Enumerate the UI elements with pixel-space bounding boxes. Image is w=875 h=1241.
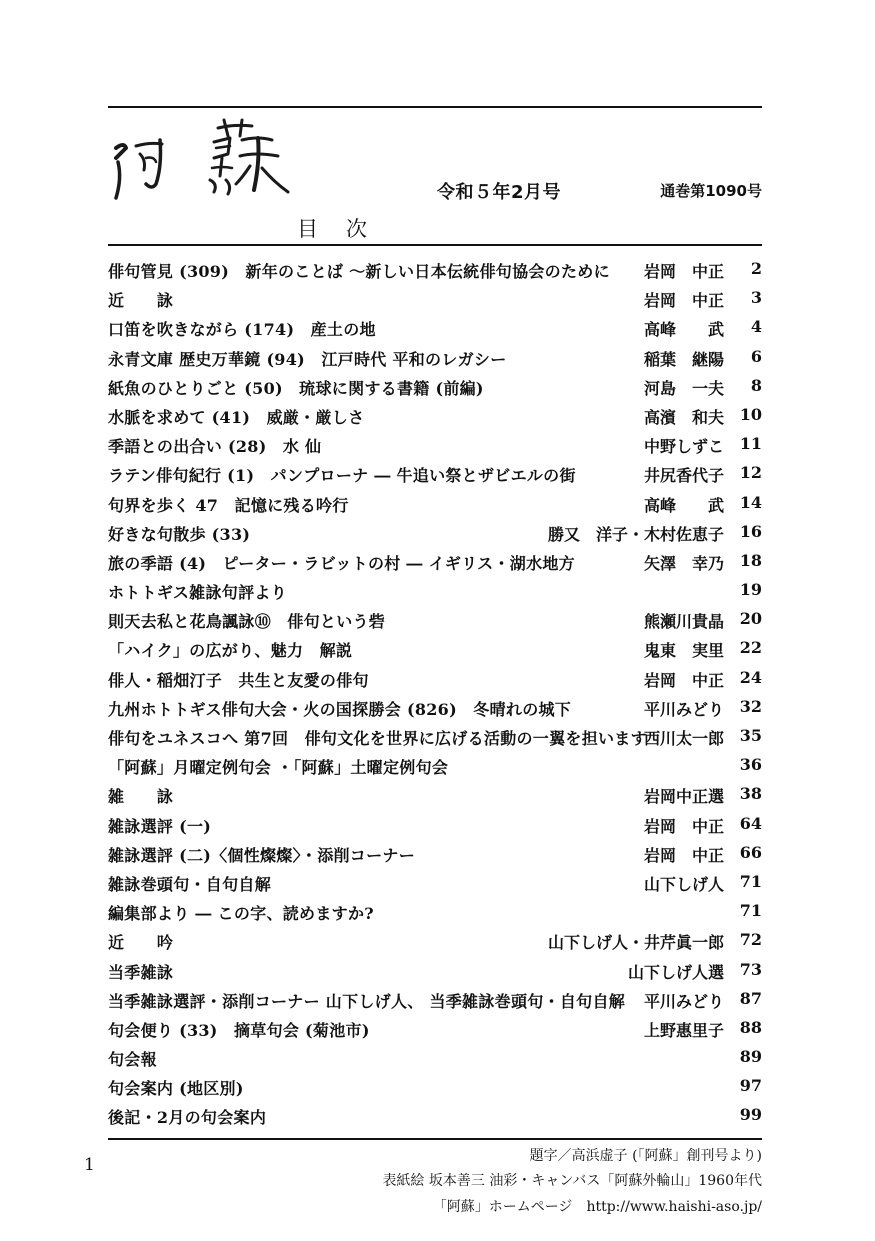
- toc-entry: [108, 314, 762, 343]
- toc-entry: [108, 256, 762, 285]
- toc-entry-author: 岩岡 中正: [643, 291, 724, 311]
- toc-entry-page: 2: [750, 259, 762, 278]
- toc-entry-page: 14: [739, 492, 762, 512]
- toc-entry-title: 俳人・稲畑汀子 共生と友愛の俳句: [108, 670, 369, 690]
- toc-entry-title: ホトトギス雑詠句評より: [108, 583, 287, 603]
- toc-entry-title: 口笛を吹きながら (174) 産土の地: [108, 320, 376, 340]
- toc-entry-page: 71: [739, 901, 762, 921]
- toc-entry-author: 中野しずこ: [643, 437, 724, 457]
- toc-entry: [108, 665, 762, 694]
- toc-entry-page: 22: [739, 638, 762, 658]
- toc-entry-author: 高峰 武: [643, 320, 724, 340]
- toc-entry-page: 72: [739, 930, 762, 950]
- toc-entry-author: 平川みどり: [643, 991, 724, 1011]
- toc-entry-page: 64: [739, 813, 762, 833]
- toc-entry-page: 10: [739, 404, 762, 424]
- toc-entry: [108, 1102, 762, 1131]
- toc-entry-title: 句界を歩く 47 記憶に残る吟行: [108, 495, 349, 515]
- toc-entry-title: 後記・2月の句会案内: [108, 1108, 267, 1128]
- toc-entry-title: 雑詠選評 (二)〈個性燦燦〉・添削コーナー: [108, 845, 416, 865]
- toc-entry: [108, 431, 762, 460]
- toc-entry-author: 岩岡 中正: [643, 845, 724, 865]
- toc-entry-author: 矢澤 幸乃: [643, 553, 724, 573]
- toc-entry-title: 水脈を求めて (41) 威厳・厳しさ: [108, 407, 365, 427]
- toc-entry-title: 「阿蘇」月曜定例句会 ・「阿蘇」土曜定例句会: [108, 758, 449, 778]
- toc-entry-page: 71: [739, 871, 762, 891]
- toc-entry: [108, 1073, 762, 1102]
- toc-entry: [108, 490, 762, 519]
- toc-entry-page: 87: [739, 988, 762, 1008]
- toc-entry-author: 熊瀬川貴晶: [643, 612, 724, 632]
- header-rule: [108, 244, 762, 246]
- toc-entry-title: 当季雑詠: [108, 962, 174, 982]
- toc-entry-title: 句会便り (33) 摘草句会 (菊池市): [108, 1020, 370, 1040]
- toc-entry-page: 12: [739, 463, 762, 483]
- toc-entry-author: 岩岡 中正: [643, 670, 724, 690]
- toc-entry-title: 好きな句散歩 (33): [108, 524, 251, 544]
- toc-entry-author: 山下しげ人: [643, 874, 724, 894]
- toc-entry-author: 鬼東 実里: [643, 641, 724, 661]
- toc-heading: 目次: [297, 217, 395, 241]
- toc-entry-title: 当季雑詠選評・添削コーナー 山下しげ人、 当季雑詠巻頭句・自句自解: [108, 991, 626, 1011]
- toc-entry-page: 4: [750, 317, 762, 337]
- toc-entry: [108, 635, 762, 664]
- aso-calligraphy-logo: [110, 118, 300, 210]
- toc-entry-title: 「ハイク」の広がり、魅力 解説: [108, 641, 353, 661]
- toc-entry: [108, 548, 762, 577]
- toc-entry-page: 32: [739, 696, 762, 716]
- toc-entry-title: 雑詠巻頭句・自句自解: [108, 874, 272, 894]
- toc-entry-page: 6: [750, 346, 762, 366]
- toc-entry-page: 99: [739, 1105, 762, 1125]
- toc-entry-page: 35: [739, 726, 762, 745]
- toc-entry: [108, 752, 762, 781]
- toc-entry: [108, 285, 762, 314]
- toc-entry-author: 上野惠里子: [643, 1020, 724, 1040]
- toc-entry-title: 紙魚のひとりごと (50) 琉球に関する書籍 (前編): [108, 378, 484, 398]
- toc-entry-title: 句会報: [108, 1050, 157, 1070]
- issue-number: 通巻第1090号: [660, 182, 762, 200]
- toc-entry-author: 山下しげ人・井芹眞一郎: [547, 933, 724, 953]
- toc-entry-title: 九州ホトトギス俳句大会・火の国探勝会 (826) 冬晴れの城下: [108, 699, 572, 719]
- toc-entry-author: 西川太一郎: [643, 729, 724, 748]
- toc-entry-author: 平川みどり: [643, 699, 724, 719]
- toc-entry-title: 句会案内 (地区別): [108, 1079, 244, 1099]
- toc-entry-page: 38: [739, 784, 762, 804]
- toc-entry-title: 則天去私と花鳥諷詠⑩ 俳句という砦: [108, 612, 386, 632]
- toc-entry: [108, 869, 762, 898]
- toc-entry-title: 永青文庫 歴史万華鏡 (94) 江戸時代 平和のレガシー: [108, 349, 507, 369]
- toc-entry-author: 岩岡 中正: [643, 262, 724, 281]
- toc-entry-title: 編集部より ― この字、読めますか?: [108, 904, 374, 924]
- toc-entry: [108, 577, 762, 606]
- toc-entry-page: 16: [739, 521, 762, 541]
- toc-entry: [108, 811, 762, 840]
- toc-entry-page: 66: [739, 842, 762, 862]
- toc-entry: [108, 957, 762, 986]
- toc-entry: [108, 606, 762, 635]
- toc-entry-page: 88: [739, 1017, 762, 1037]
- toc-entry-author: 岩岡 中正: [643, 816, 724, 836]
- toc-entry-page: 20: [739, 609, 762, 629]
- toc-entry-page: 18: [739, 550, 762, 570]
- toc-entry: [108, 344, 762, 373]
- toc-entry-page: 97: [739, 1076, 762, 1096]
- toc-entry: [108, 781, 762, 810]
- top-rule: [108, 106, 762, 108]
- toc-entry: [108, 402, 762, 431]
- toc-entry: [108, 986, 762, 1015]
- toc-entry-author: 高濱 和夫: [643, 407, 724, 427]
- toc-entry-page: 3: [750, 288, 762, 308]
- toc-entry-page: 19: [739, 580, 762, 600]
- toc-entry-author: 岩岡中正選: [643, 787, 724, 807]
- toc-entry-page: 73: [739, 959, 762, 979]
- toc-entry-page: 36: [739, 755, 762, 775]
- toc-entry-author: 山下しげ人選: [627, 962, 724, 982]
- footer-rule: [108, 1138, 762, 1140]
- toc-entry: [108, 519, 762, 548]
- toc-entry: [108, 694, 762, 723]
- toc-entry-title: ラテン俳句紀行 (1) パンプローナ ― 牛追い祭とザビエルの街: [108, 466, 576, 486]
- homepage-link[interactable]: http://www.haishi-aso.jp/: [586, 1199, 762, 1215]
- table-of-contents: [108, 256, 762, 1132]
- toc-entry-author: 稲葉 継陽: [643, 349, 724, 369]
- page-number: 1: [84, 1155, 95, 1175]
- toc-entry-page: 24: [739, 667, 762, 687]
- homepage-credit: [433, 1196, 762, 1216]
- toc-entry-author: 勝又 洋子・木村佐恵子: [547, 524, 724, 544]
- title-calligraphy-credit: 題字／高浜虚子 (「阿蘇」創刊号より): [529, 1148, 762, 1164]
- toc-entry-title: 雑 詠: [108, 787, 174, 807]
- toc-entry: [108, 927, 762, 956]
- cover-art-credit: 表紙絵 坂本善三 油彩・キャンバス「阿蘇外輪山」1960年代: [382, 1173, 762, 1189]
- toc-entry-title: 俳句をユネスコへ 第7回 俳句文化を世界に広げる活動の一翼を担います: [108, 729, 647, 748]
- toc-entry-title: 季語との出合い (28) 水 仙: [108, 437, 322, 457]
- issue-date: 令和５年2月号: [437, 182, 562, 203]
- toc-entry: [108, 460, 762, 489]
- toc-entry-author: 高峰 武: [643, 495, 724, 515]
- toc-entry-title: 近 吟: [108, 933, 174, 953]
- toc-entry-title: 雑詠選評 (一): [108, 816, 212, 836]
- toc-entry-author: 河島 一夫: [643, 378, 724, 398]
- homepage-label: 「阿蘇」ホームページ: [432, 1199, 573, 1215]
- toc-entry: [108, 1015, 762, 1044]
- toc-entry-page: 11: [739, 434, 762, 454]
- toc-entry-title: 旅の季語 (4) ピーター・ラビットの村 ― イギリス・湖水地方: [108, 553, 575, 573]
- toc-entry-title: 俳句管見 (309) 新年のことば ～新しい日本伝統俳句協会のために: [108, 262, 610, 281]
- toc-entry: [108, 723, 762, 752]
- toc-entry-author: 井尻香代子: [643, 466, 724, 486]
- toc-entry-page: 89: [739, 1047, 762, 1067]
- toc-entry: [108, 840, 762, 869]
- toc-entry: [108, 1044, 762, 1073]
- toc-entry: [108, 373, 762, 402]
- toc-entry-page: 8: [750, 375, 762, 395]
- toc-entry-title: 近 詠: [108, 291, 174, 311]
- toc-entry: [108, 898, 762, 927]
